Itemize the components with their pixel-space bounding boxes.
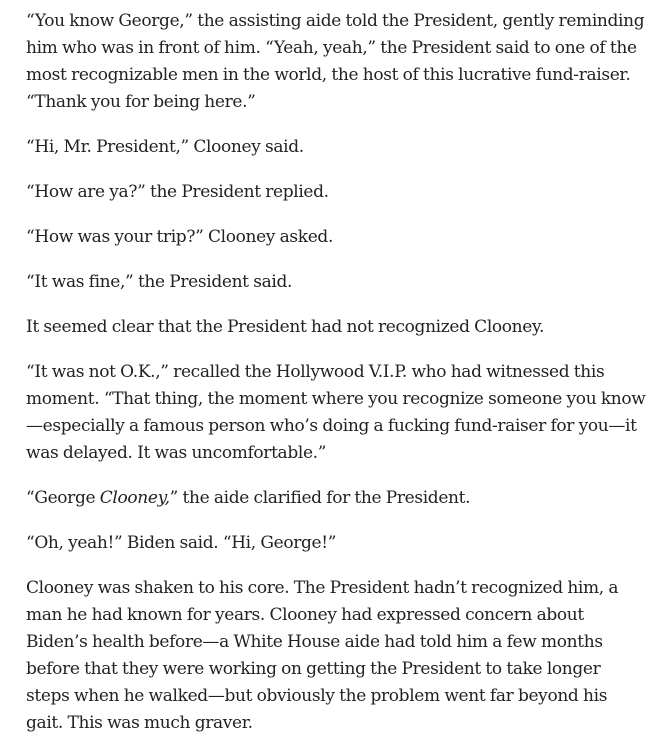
paragraph-clooney-greeting: “Hi, Mr. President,” Clooney said. xyxy=(26,137,304,157)
clarification-text-after: ” the aide clarified for the President. xyxy=(169,488,471,508)
clarification-text-before: “George xyxy=(26,488,100,508)
article-body xyxy=(26,8,646,755)
clarification-emphasis: Clooney, xyxy=(99,488,170,508)
paragraph-clooney-question: “How was your trip?” Clooney asked. xyxy=(26,227,334,247)
paragraph-biden-response: “Oh, yeah!” Biden said. “Hi, George!” xyxy=(26,533,337,553)
paragraph-not-recognized: It seemed clear that the President had not recognized Clooney. xyxy=(26,317,545,337)
paragraph-clooney-shaken: Clooney was shaken to his core. The President hadn’t recognized him, a man he had known for years. Clooney had expressed concern about Biden’s health before—a White House aide had told him a few months before that they were working on getting the President to take longer steps when he walked—but obviously the problem went far beyond his gait. This was much graver. xyxy=(26,578,619,733)
paragraph-president-answer: “It was fine,” the President said. xyxy=(26,272,293,292)
paragraph-vip-recollection: “It was not O.K.,” recalled the Hollywood V.I.P. who had witnessed this moment. “That thing, the moment where you recognize someone you know—especially a famous person who’s doing a fucking fund-raiser for you—it was delayed. It was uncomfortable.” xyxy=(26,362,646,463)
paragraph-president-reply: “How are ya?” the President replied. xyxy=(26,182,329,202)
paragraph-aide-reminder: “You know George,” the assisting aide told the President, gently reminding him who was in front of him. “Yeah, yeah,” the President said to one of the most recognizable men in the world, the host of this lucrative fund-raiser. “Thank you for being here.” xyxy=(26,11,645,112)
paragraph-aide-clarification xyxy=(26,485,646,512)
